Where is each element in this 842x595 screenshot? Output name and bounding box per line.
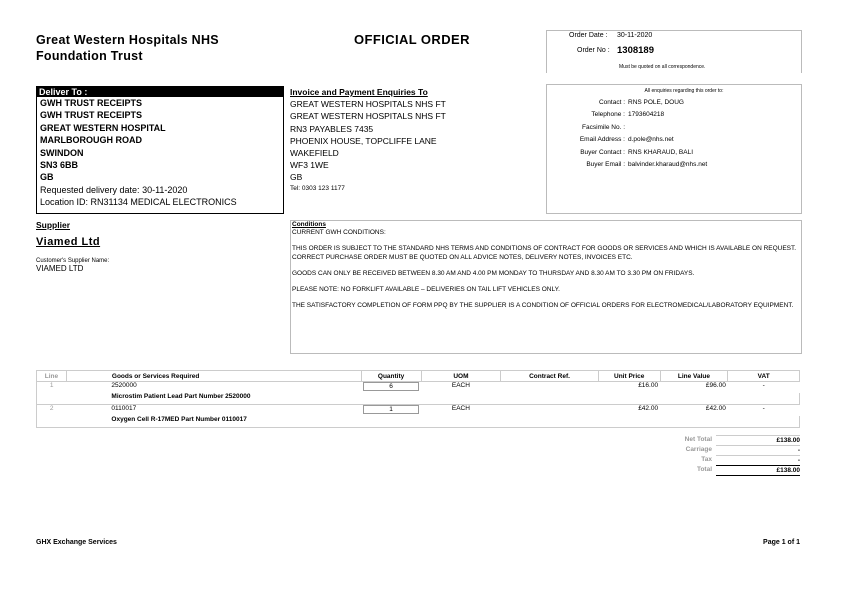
deliver-line: MARLBOROUGH ROAD — [40, 135, 142, 146]
requested-delivery-date: Requested delivery date: 30-11-2020 — [40, 184, 188, 195]
condition-text: CORRECT PURCHASE ORDER MUST BE QUOTED ON ALL ADVICE NOTES, DELIVERY NOTES, INVOICES ETC. — [292, 253, 633, 261]
item-unit-price: £42.00 — [638, 405, 659, 412]
item-quantity: 6 — [363, 382, 419, 391]
quote-note: Must be quoted on all correspondence. — [619, 64, 706, 70]
invoice-line: RN3 PAYABLES 7435 — [290, 123, 374, 134]
order-date-label: Order Date : — [569, 32, 608, 39]
order-date: 30-11-2020 — [617, 32, 653, 39]
customer-supplier-name: VIAMED LTD — [36, 264, 84, 273]
invoice-line: GB — [290, 172, 303, 183]
invoice-line: GREAT WESTERN HOSPITALS NHS FT — [290, 111, 446, 122]
item-description: Microstim Patient Lead Part Number 2520000 — [66, 393, 361, 405]
deliver-line: SWINDON — [40, 147, 84, 158]
footer-left: GHX Exchange Services — [36, 539, 117, 546]
col-line: Line — [37, 371, 67, 382]
total-row: Total £138.00 — [696, 466, 800, 474]
order-items-table — [36, 370, 800, 428]
table-row — [37, 382, 800, 394]
condition-text: THE SATISFACTORY COMPLETION OF FORM PPQ BY THE SUPPLIER IS A CONDITION OF OFFICIAL ORDERS FOR ELECTROMEDICAL/LABORATORY EQUIPMENT. — [292, 302, 794, 310]
item-line: 2 — [37, 405, 67, 428]
condition-text: PLEASE NOTE: NO FORKLIFT AVAILABLE – DELIVERIES ON TAIL LIFT VEHICLES ONLY. — [292, 286, 560, 294]
conditions-box — [290, 220, 802, 354]
invoice-line: WAKEFIELD — [290, 148, 339, 159]
conditions-heading: Conditions — [292, 221, 326, 228]
supplier-heading: Supplier — [36, 220, 71, 230]
item-contract — [501, 382, 599, 394]
condition-text: THIS ORDER IS SUBJECT TO THE STANDARD NHS TERMS AND CONDITIONS OF CONTRACT FOR GOODS OR SERVICES AND WHICH IS AVAILABLE ON REQUEST. — [292, 245, 797, 253]
item-vat: - — [762, 405, 765, 412]
total-row: Net Total £138.00 — [684, 436, 800, 444]
enquiry-row: Email Address : d.pole@nhs.net — [579, 136, 674, 144]
supplier-name: Viamed Ltd — [36, 236, 101, 248]
invoice-address — [290, 86, 446, 194]
enquiry-row: Buyer Email : balvinder.kharaud@nhs.net — [586, 161, 708, 169]
table-row — [37, 405, 800, 417]
enquiries-box — [546, 84, 802, 214]
enquiry-row: Buyer Contact : RNS KHARAUD, BALI — [580, 148, 694, 156]
enquiry-row: Facsimile No. : — [582, 123, 625, 131]
item-vat: - — [762, 382, 765, 389]
deliver-heading: Deliver To : — [37, 87, 283, 97]
enquiry-row: Contact : RNS POLE, DOUG — [598, 99, 684, 106]
table-header-row — [37, 371, 800, 382]
deliver-to-box — [36, 86, 284, 214]
org-line-1: Great Western Hospitals NHS — [36, 33, 219, 47]
enquiries-note: All enquiries regarding this order to: — [644, 88, 724, 94]
item-line-value: £42.00 — [705, 405, 726, 412]
col-vat: VAT — [728, 371, 800, 382]
total-row: Carriage - — [685, 446, 800, 454]
location-id: Location ID: RN31134 MEDICAL ELECTRONICS — [40, 197, 237, 208]
document-title: OFFICIAL ORDER — [354, 32, 470, 47]
deliver-postcode: SN3 6BB — [40, 160, 79, 171]
item-uom: EACH — [451, 382, 470, 389]
col-unit-price: Unit Price — [598, 371, 660, 382]
col-goods: Goods or Services Required — [66, 371, 361, 382]
item-contract — [501, 405, 599, 417]
deliver-line: GWH TRUST RECEIPTS — [40, 110, 143, 121]
order-number: 1308189 — [617, 45, 654, 56]
invoice-line: WF3 1WE — [290, 160, 329, 171]
col-contract-ref: Contract Ref. — [501, 371, 599, 382]
item-line-value: £96.00 — [705, 382, 726, 389]
invoice-tel: Tel: 0303 123 1177 — [290, 184, 345, 192]
org-line-2: Foundation Trust — [36, 49, 143, 63]
item-uom: EACH — [451, 405, 470, 412]
enquiry-row: Telephone : 1793604218 — [591, 111, 665, 119]
item-quantity: 1 — [363, 405, 419, 414]
item-code: 0110017 — [111, 405, 137, 412]
condition-text: CURRENT GWH CONDITIONS: — [292, 229, 386, 237]
supplier-section — [36, 220, 109, 273]
col-quantity: Quantity — [361, 371, 421, 382]
col-line-value: Line Value — [660, 371, 728, 382]
total-row: Tax - — [701, 456, 800, 464]
item-unit-price: £16.00 — [638, 382, 659, 389]
item-code: 2520000 — [111, 382, 137, 389]
condition-text: GOODS CAN ONLY BE RECEIVED BETWEEN 8.30 AM AND 4.00 PM MONDAY TO THURSDAY AND 8.30 AM TO 3.30 PM ON FRIDAYS. — [292, 269, 695, 277]
totals-section — [640, 435, 800, 476]
organisation-name — [36, 32, 219, 64]
item-description: Oxygen Cell R-17MED Part Number 0110017 — [66, 416, 361, 428]
invoice-line: PHOENIX HOUSE, TOPCLIFFE LANE — [290, 135, 437, 146]
invoice-line: GREAT WESTERN HOSPITALS NHS FT — [290, 99, 446, 110]
order-no-label: Order No : — [577, 47, 610, 54]
item-line: 1 — [37, 382, 67, 405]
deliver-country: GB — [40, 172, 54, 183]
deliver-line: GWH TRUST RECEIPTS — [40, 98, 143, 108]
customer-supplier-label: Customer's Supplier Name: — [36, 258, 110, 264]
footer-page-number: Page 1 of 1 — [763, 539, 800, 546]
order-header-box — [546, 30, 802, 73]
deliver-line: GREAT WESTERN HOSPITAL — [40, 122, 166, 133]
invoice-heading: Invoice and Payment Enquiries To — [290, 87, 428, 97]
col-uom: UOM — [421, 371, 501, 382]
